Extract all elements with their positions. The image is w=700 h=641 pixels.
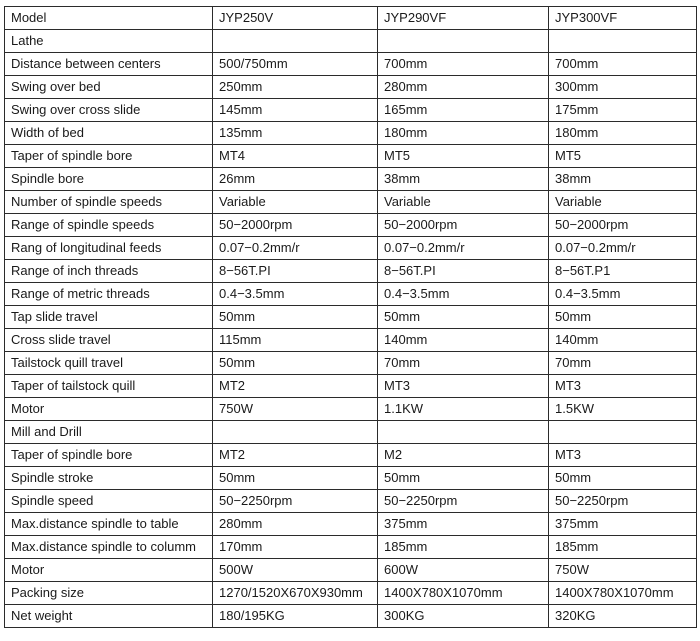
header-cell-model-3: JYP300VF <box>549 7 697 30</box>
row-label-cell: Spindle bore <box>5 168 213 191</box>
row-value-cell: MT2 <box>213 375 378 398</box>
row-label-cell: Range of inch threads <box>5 260 213 283</box>
row-value-cell: 185mm <box>549 536 697 559</box>
row-value-cell: 700mm <box>549 53 697 76</box>
row-label-cell: Spindle speed <box>5 490 213 513</box>
row-value-cell: 135mm <box>213 122 378 145</box>
table-row <box>5 559 697 582</box>
row-value-cell: 50mm <box>213 467 378 490</box>
row-value-cell: 50mm <box>213 306 378 329</box>
table-row <box>5 467 697 490</box>
row-value-cell: 50mm <box>213 352 378 375</box>
row-value-cell: 38mm <box>378 168 549 191</box>
table-row <box>5 444 697 467</box>
row-value-cell: 8−56T.P1 <box>549 260 697 283</box>
table-row <box>5 145 697 168</box>
row-value-cell: 50mm <box>378 306 549 329</box>
row-value-cell: 320KG <box>549 605 697 628</box>
row-label-cell: Motor <box>5 559 213 582</box>
row-value-cell <box>213 421 378 444</box>
row-value-cell: 0.4−3.5mm <box>213 283 378 306</box>
row-label-cell: Taper of tailstock quill <box>5 375 213 398</box>
row-value-cell <box>378 30 549 53</box>
row-label-cell: Spindle stroke <box>5 467 213 490</box>
row-value-cell: 145mm <box>213 99 378 122</box>
row-value-cell <box>213 30 378 53</box>
row-value-cell: 300mm <box>549 76 697 99</box>
row-value-cell: 180/195KG <box>213 605 378 628</box>
row-value-cell: Variable <box>549 191 697 214</box>
row-value-cell <box>378 421 549 444</box>
table-row <box>5 398 697 421</box>
row-value-cell: 185mm <box>378 536 549 559</box>
row-value-cell: 175mm <box>549 99 697 122</box>
row-value-cell: 280mm <box>213 513 378 536</box>
row-value-cell: 180mm <box>378 122 549 145</box>
header-cell-model-1: JYP250V <box>213 7 378 30</box>
row-value-cell: MT3 <box>549 444 697 467</box>
table-row <box>5 490 697 513</box>
row-value-cell: 375mm <box>549 513 697 536</box>
table-row <box>5 329 697 352</box>
row-label-cell: Taper of spindle bore <box>5 145 213 168</box>
row-value-cell: 115mm <box>213 329 378 352</box>
row-label-cell: Swing over cross slide <box>5 99 213 122</box>
row-label-cell: Lathe <box>5 30 213 53</box>
table-row <box>5 513 697 536</box>
row-value-cell: MT5 <box>378 145 549 168</box>
table-row <box>5 168 697 191</box>
row-value-cell: 1270/1520X670X930mm <box>213 582 378 605</box>
row-label-cell: Mill and Drill <box>5 421 213 444</box>
row-value-cell: MT3 <box>378 375 549 398</box>
row-label-cell: Cross slide travel <box>5 329 213 352</box>
table-row <box>5 214 697 237</box>
table-row <box>5 421 697 444</box>
row-value-cell: 0.07−0.2mm/r <box>549 237 697 260</box>
row-value-cell: 500/750mm <box>213 53 378 76</box>
row-value-cell: 0.07−0.2mm/r <box>213 237 378 260</box>
row-label-cell: Taper of spindle bore <box>5 444 213 467</box>
row-value-cell: MT4 <box>213 145 378 168</box>
row-value-cell: 140mm <box>378 329 549 352</box>
row-label-cell: Motor <box>5 398 213 421</box>
row-value-cell: Variable <box>378 191 549 214</box>
table-row <box>5 191 697 214</box>
table-row <box>5 306 697 329</box>
row-value-cell: 750W <box>549 559 697 582</box>
table-header-row <box>5 7 697 30</box>
row-value-cell: 1400X780X1070mm <box>378 582 549 605</box>
row-value-cell: 1400X780X1070mm <box>549 582 697 605</box>
table-row <box>5 375 697 398</box>
spec-table <box>4 6 697 628</box>
row-label-cell: Rang of longitudinal feeds <box>5 237 213 260</box>
row-value-cell: 140mm <box>549 329 697 352</box>
row-value-cell: 50−2000rpm <box>213 214 378 237</box>
row-value-cell: 50mm <box>549 467 697 490</box>
row-value-cell: 280mm <box>378 76 549 99</box>
row-value-cell: 26mm <box>213 168 378 191</box>
row-value-cell <box>549 421 697 444</box>
row-value-cell: 50mm <box>549 306 697 329</box>
row-value-cell: MT2 <box>213 444 378 467</box>
table-row <box>5 237 697 260</box>
row-value-cell: 70mm <box>378 352 549 375</box>
row-value-cell: 750W <box>213 398 378 421</box>
row-label-cell: Max.distance spindle to table <box>5 513 213 536</box>
row-value-cell: 50−2000rpm <box>549 214 697 237</box>
row-value-cell: 70mm <box>549 352 697 375</box>
row-value-cell: 38mm <box>549 168 697 191</box>
row-value-cell: 170mm <box>213 536 378 559</box>
row-label-cell: Packing size <box>5 582 213 605</box>
row-value-cell: MT3 <box>549 375 697 398</box>
row-value-cell: 250mm <box>213 76 378 99</box>
row-value-cell: 8−56T.PI <box>213 260 378 283</box>
table-row <box>5 30 697 53</box>
spec-table-body <box>5 7 697 628</box>
row-value-cell: 50mm <box>378 467 549 490</box>
header-cell-model-2: JYP290VF <box>378 7 549 30</box>
table-row <box>5 352 697 375</box>
row-value-cell: MT5 <box>549 145 697 168</box>
row-value-cell: 165mm <box>378 99 549 122</box>
row-value-cell: 375mm <box>378 513 549 536</box>
row-value-cell: 600W <box>378 559 549 582</box>
row-value-cell: M2 <box>378 444 549 467</box>
row-label-cell: Distance between centers <box>5 53 213 76</box>
row-value-cell: 50−2000rpm <box>378 214 549 237</box>
row-value-cell <box>549 30 697 53</box>
row-value-cell: 0.4−3.5mm <box>549 283 697 306</box>
row-value-cell: 8−56T.PI <box>378 260 549 283</box>
row-value-cell: 700mm <box>378 53 549 76</box>
row-value-cell: 1.1KW <box>378 398 549 421</box>
row-value-cell: Variable <box>213 191 378 214</box>
row-label-cell: Range of spindle speeds <box>5 214 213 237</box>
row-label-cell: Tailstock quill travel <box>5 352 213 375</box>
row-label-cell: Max.distance spindle to columm <box>5 536 213 559</box>
table-row <box>5 605 697 628</box>
row-label-cell: Tap slide travel <box>5 306 213 329</box>
table-row <box>5 536 697 559</box>
row-value-cell: 1.5KW <box>549 398 697 421</box>
table-row <box>5 122 697 145</box>
row-value-cell: 300KG <box>378 605 549 628</box>
row-label-cell: Net weight <box>5 605 213 628</box>
row-value-cell: 500W <box>213 559 378 582</box>
table-row <box>5 260 697 283</box>
row-value-cell: 50−2250rpm <box>213 490 378 513</box>
row-label-cell: Number of spindle speeds <box>5 191 213 214</box>
row-value-cell: 50−2250rpm <box>549 490 697 513</box>
table-row <box>5 283 697 306</box>
row-value-cell: 0.4−3.5mm <box>378 283 549 306</box>
row-value-cell: 0.07−0.2mm/r <box>378 237 549 260</box>
table-row <box>5 76 697 99</box>
row-label-cell: Swing over bed <box>5 76 213 99</box>
table-row <box>5 53 697 76</box>
table-row <box>5 582 697 605</box>
row-label-cell: Width of bed <box>5 122 213 145</box>
table-row <box>5 99 697 122</box>
row-value-cell: 180mm <box>549 122 697 145</box>
row-value-cell: 50−2250rpm <box>378 490 549 513</box>
header-cell-label: Model <box>5 7 213 30</box>
row-label-cell: Range of metric threads <box>5 283 213 306</box>
